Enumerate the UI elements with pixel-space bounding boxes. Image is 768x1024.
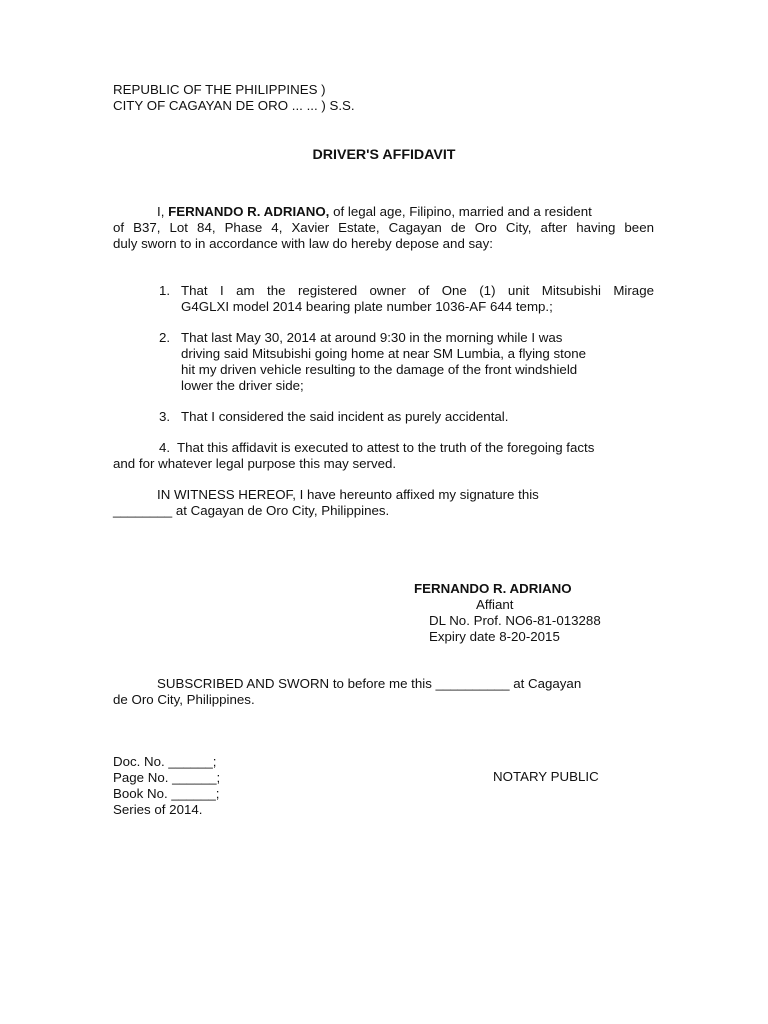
witness-line-2: ________ at Cagayan de Oro City, Philippines.	[113, 503, 390, 518]
item-line: G4GLXI model 2014 bearing plate number 1036-AF 644 temp.;	[181, 299, 553, 314]
intro-line-1	[157, 204, 592, 220]
notary-public-label: NOTARY PUBLIC	[493, 769, 599, 784]
item-line: That I considered the said incident as purely accidental.	[181, 409, 509, 424]
witness-line-1: IN WITNESS HEREOF, I have hereunto affixed my signature this	[157, 487, 539, 502]
item-line: That last May 30, 2014 at around 9:30 in the morning while I was	[181, 330, 563, 345]
intro-prefix: I,	[157, 204, 169, 219]
item-number: 1.	[159, 283, 171, 298]
affiant-dl-number: DL No. Prof. NO6-81-013288	[429, 613, 601, 628]
affiant-dl-expiry: Expiry date 8-20-2015	[429, 629, 560, 644]
header-city: CITY OF CAGAYAN DE ORO ... ... ) S.S.	[113, 98, 355, 113]
item-number: 4.	[159, 440, 171, 455]
affiant-role: Affiant	[476, 597, 514, 612]
document-title: DRIVER'S AFFIDAVIT	[312, 147, 456, 163]
item-line: hit my driven vehicle resulting to the damage of the front windshield	[181, 362, 578, 377]
notary-doc-no: Doc. No. ______;	[113, 754, 217, 769]
notary-book-no: Book No. ______;	[113, 786, 220, 801]
intro-line-1-rest: of legal age, Filipino, married and a resident	[329, 204, 592, 219]
intro-line-3: duly sworn to in accordance with law do hereby depose and say:	[113, 236, 493, 251]
notary-series: Series of 2014.	[113, 802, 203, 817]
header-republic: REPUBLIC OF THE PHILIPPINES )	[113, 82, 326, 97]
item-number: 2.	[159, 330, 171, 345]
intro-line-2: of B37, Lot 84, Phase 4, Xavier Estate, Cagayan de Oro City, after having been	[113, 220, 654, 235]
affiant-name-inline: FERNANDO R. ADRIANO,	[168, 204, 330, 219]
item-line: and for whatever legal purpose this may served.	[113, 456, 397, 471]
item-line: That I am the registered owner of One (1) unit Mitsubishi Mirage	[181, 283, 654, 298]
item-number: 3.	[159, 409, 171, 424]
notary-page-no: Page No. ______;	[113, 770, 221, 785]
item-line: driving said Mitsubishi going home at near SM Lumbia, a flying stone	[181, 346, 587, 361]
jurat-line-1: SUBSCRIBED AND SWORN to before me this __________ at Cagayan	[157, 676, 582, 691]
item-line: lower the driver side;	[181, 378, 304, 393]
affiant-signature-name: FERNANDO R. ADRIANO	[414, 581, 572, 596]
jurat-line-2: de Oro City, Philippines.	[113, 692, 255, 707]
item-line: That this affidavit is executed to attest to the truth of the foregoing facts	[177, 440, 595, 455]
